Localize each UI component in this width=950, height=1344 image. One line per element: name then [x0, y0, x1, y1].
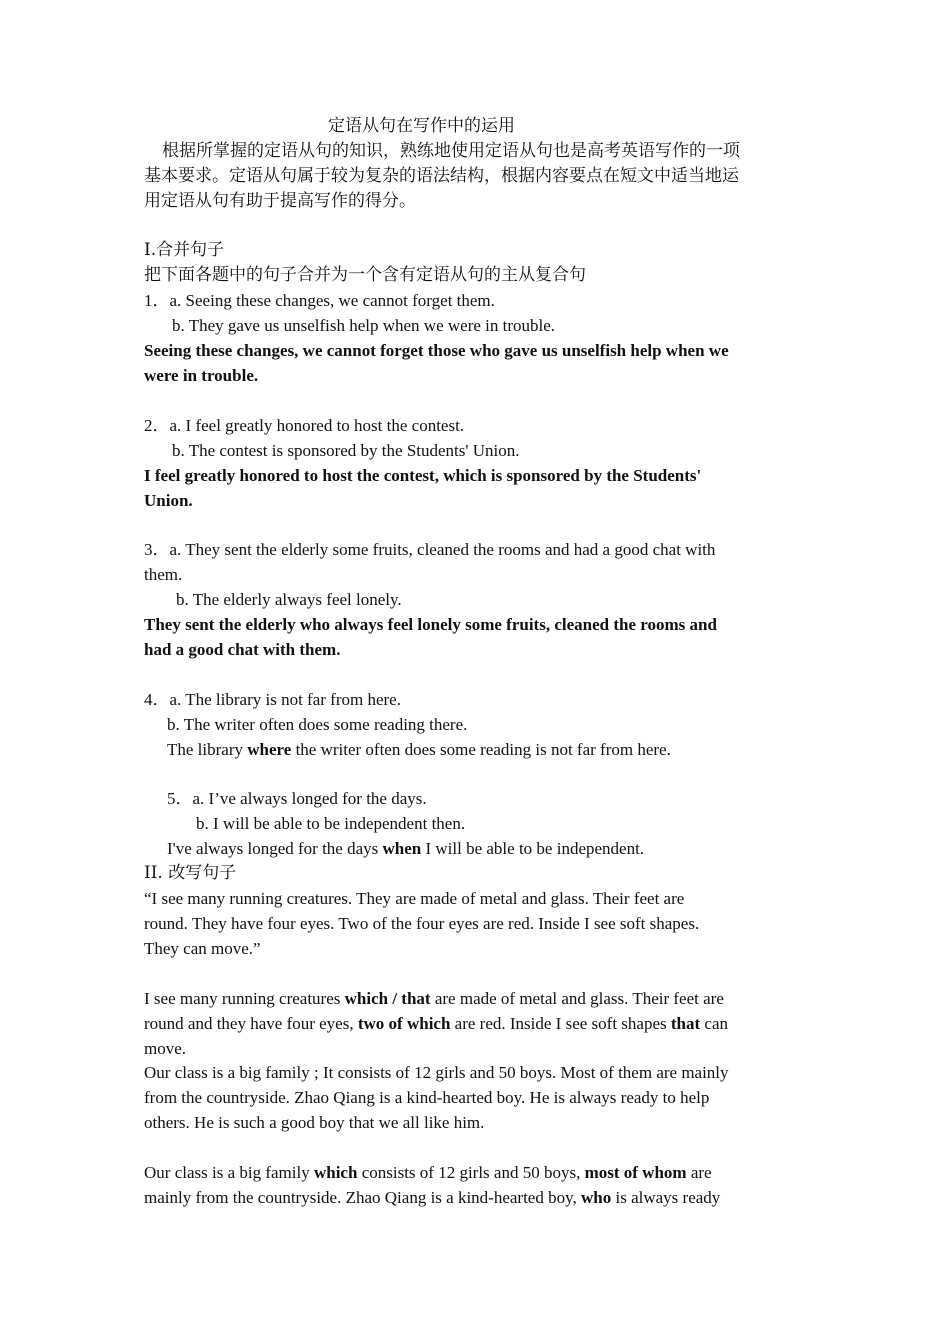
document-title: 定语从句在写作中的运用: [328, 116, 515, 136]
q2-sentence-b: b. The contest is sponsored by the Students' Union.: [172, 441, 520, 460]
intro-line-2: 基本要求。定语从句属于较为复杂的语法结构，根据内容要点在短文中适当地运: [144, 166, 739, 186]
q4-answer: The library where the writer often does some reading is not far from here.: [167, 740, 671, 759]
section-1-heading: Ⅰ.合并句子: [144, 240, 225, 260]
rewrite-1-line-2: round and they have four eyes, two of which are red. Inside I see soft shapes that can: [144, 1014, 728, 1033]
section-2-heading: II. 改写句子: [144, 863, 237, 883]
passage-line-1: Our class is a big family ; It consists of 12 girls and 50 boys. Most of them are mainly: [144, 1063, 729, 1082]
q2-sentence-a: 2．a. I feel greatly honored to host the contest.: [144, 416, 465, 435]
passage-line-3: others. He is such a good boy that we all like him.: [144, 1113, 485, 1132]
quote-line-3: They can move.”: [144, 939, 261, 958]
q5-sentence-a: 5．a. I’ve always longed for the days.: [167, 789, 427, 808]
section-1-instruction: 把下面各题中的句子合并为一个含有定语从句的主从复合句: [144, 265, 586, 285]
q4-sentence-b: b. The writer often does some reading there.: [167, 715, 468, 734]
q2-answer-line-2: Union.: [144, 491, 193, 510]
intro-line-1: 根据所掌握的定语从句的知识，熟练地使用定语从句也是高考英语写作的一项: [162, 141, 740, 161]
rewrite-2-line-2: mainly from the countryside. Zhao Qiang is a kind-hearted boy, who is always ready: [144, 1188, 721, 1207]
q3-sentence-a-line-1: 3．a. They sent the elderly some fruits, cleaned the rooms and had a good chat with: [144, 540, 716, 559]
q4-sentence-a: 4．a. The library is not far from here.: [144, 690, 401, 709]
rewrite-2-line-1: Our class is a big family which consists of 12 girls and 50 boys, most of whom are: [144, 1163, 712, 1182]
rewrite-1-line-3: move.: [144, 1039, 187, 1058]
q1-sentence-a: 1．a. Seeing these changes, we cannot forget them.: [144, 291, 495, 310]
intro-line-3: 用定语从句有助于提高写作的得分。: [144, 191, 416, 211]
quote-line-1: “I see many running creatures. They are made of metal and glass. Their feet are: [144, 889, 685, 908]
rewrite-1-line-1: I see many running creatures which / that are made of metal and glass. Their feet are: [144, 989, 724, 1008]
passage-line-2: from the countryside. Zhao Qiang is a kind-hearted boy. He is always ready to help: [144, 1088, 710, 1107]
q1-answer-line-2: were in trouble.: [144, 366, 259, 385]
q3-sentence-b: b. The elderly always feel lonely.: [176, 590, 402, 609]
q3-answer-line-2: had a good chat with them.: [144, 640, 341, 659]
q2-answer-line-1: I feel greatly honored to host the contest, which is sponsored by the Students': [144, 466, 702, 485]
q5-sentence-b: b. I will be able to be independent then.: [196, 814, 466, 833]
q3-answer-line-1: They sent the elderly who always feel lonely some fruits, cleaned the rooms and: [144, 615, 717, 634]
quote-line-2: round. They have four eyes. Two of the four eyes are red. Inside I see soft shapes.: [144, 914, 700, 933]
q1-answer-line-1: Seeing these changes, we cannot forget those who gave us unselfish help when we: [144, 341, 729, 360]
q3-sentence-a-line-2: them.: [144, 565, 183, 584]
q5-answer: I've always longed for the days when I will be able to be independent.: [167, 839, 645, 858]
q1-sentence-b: b. They gave us unselfish help when we were in trouble.: [172, 316, 556, 335]
